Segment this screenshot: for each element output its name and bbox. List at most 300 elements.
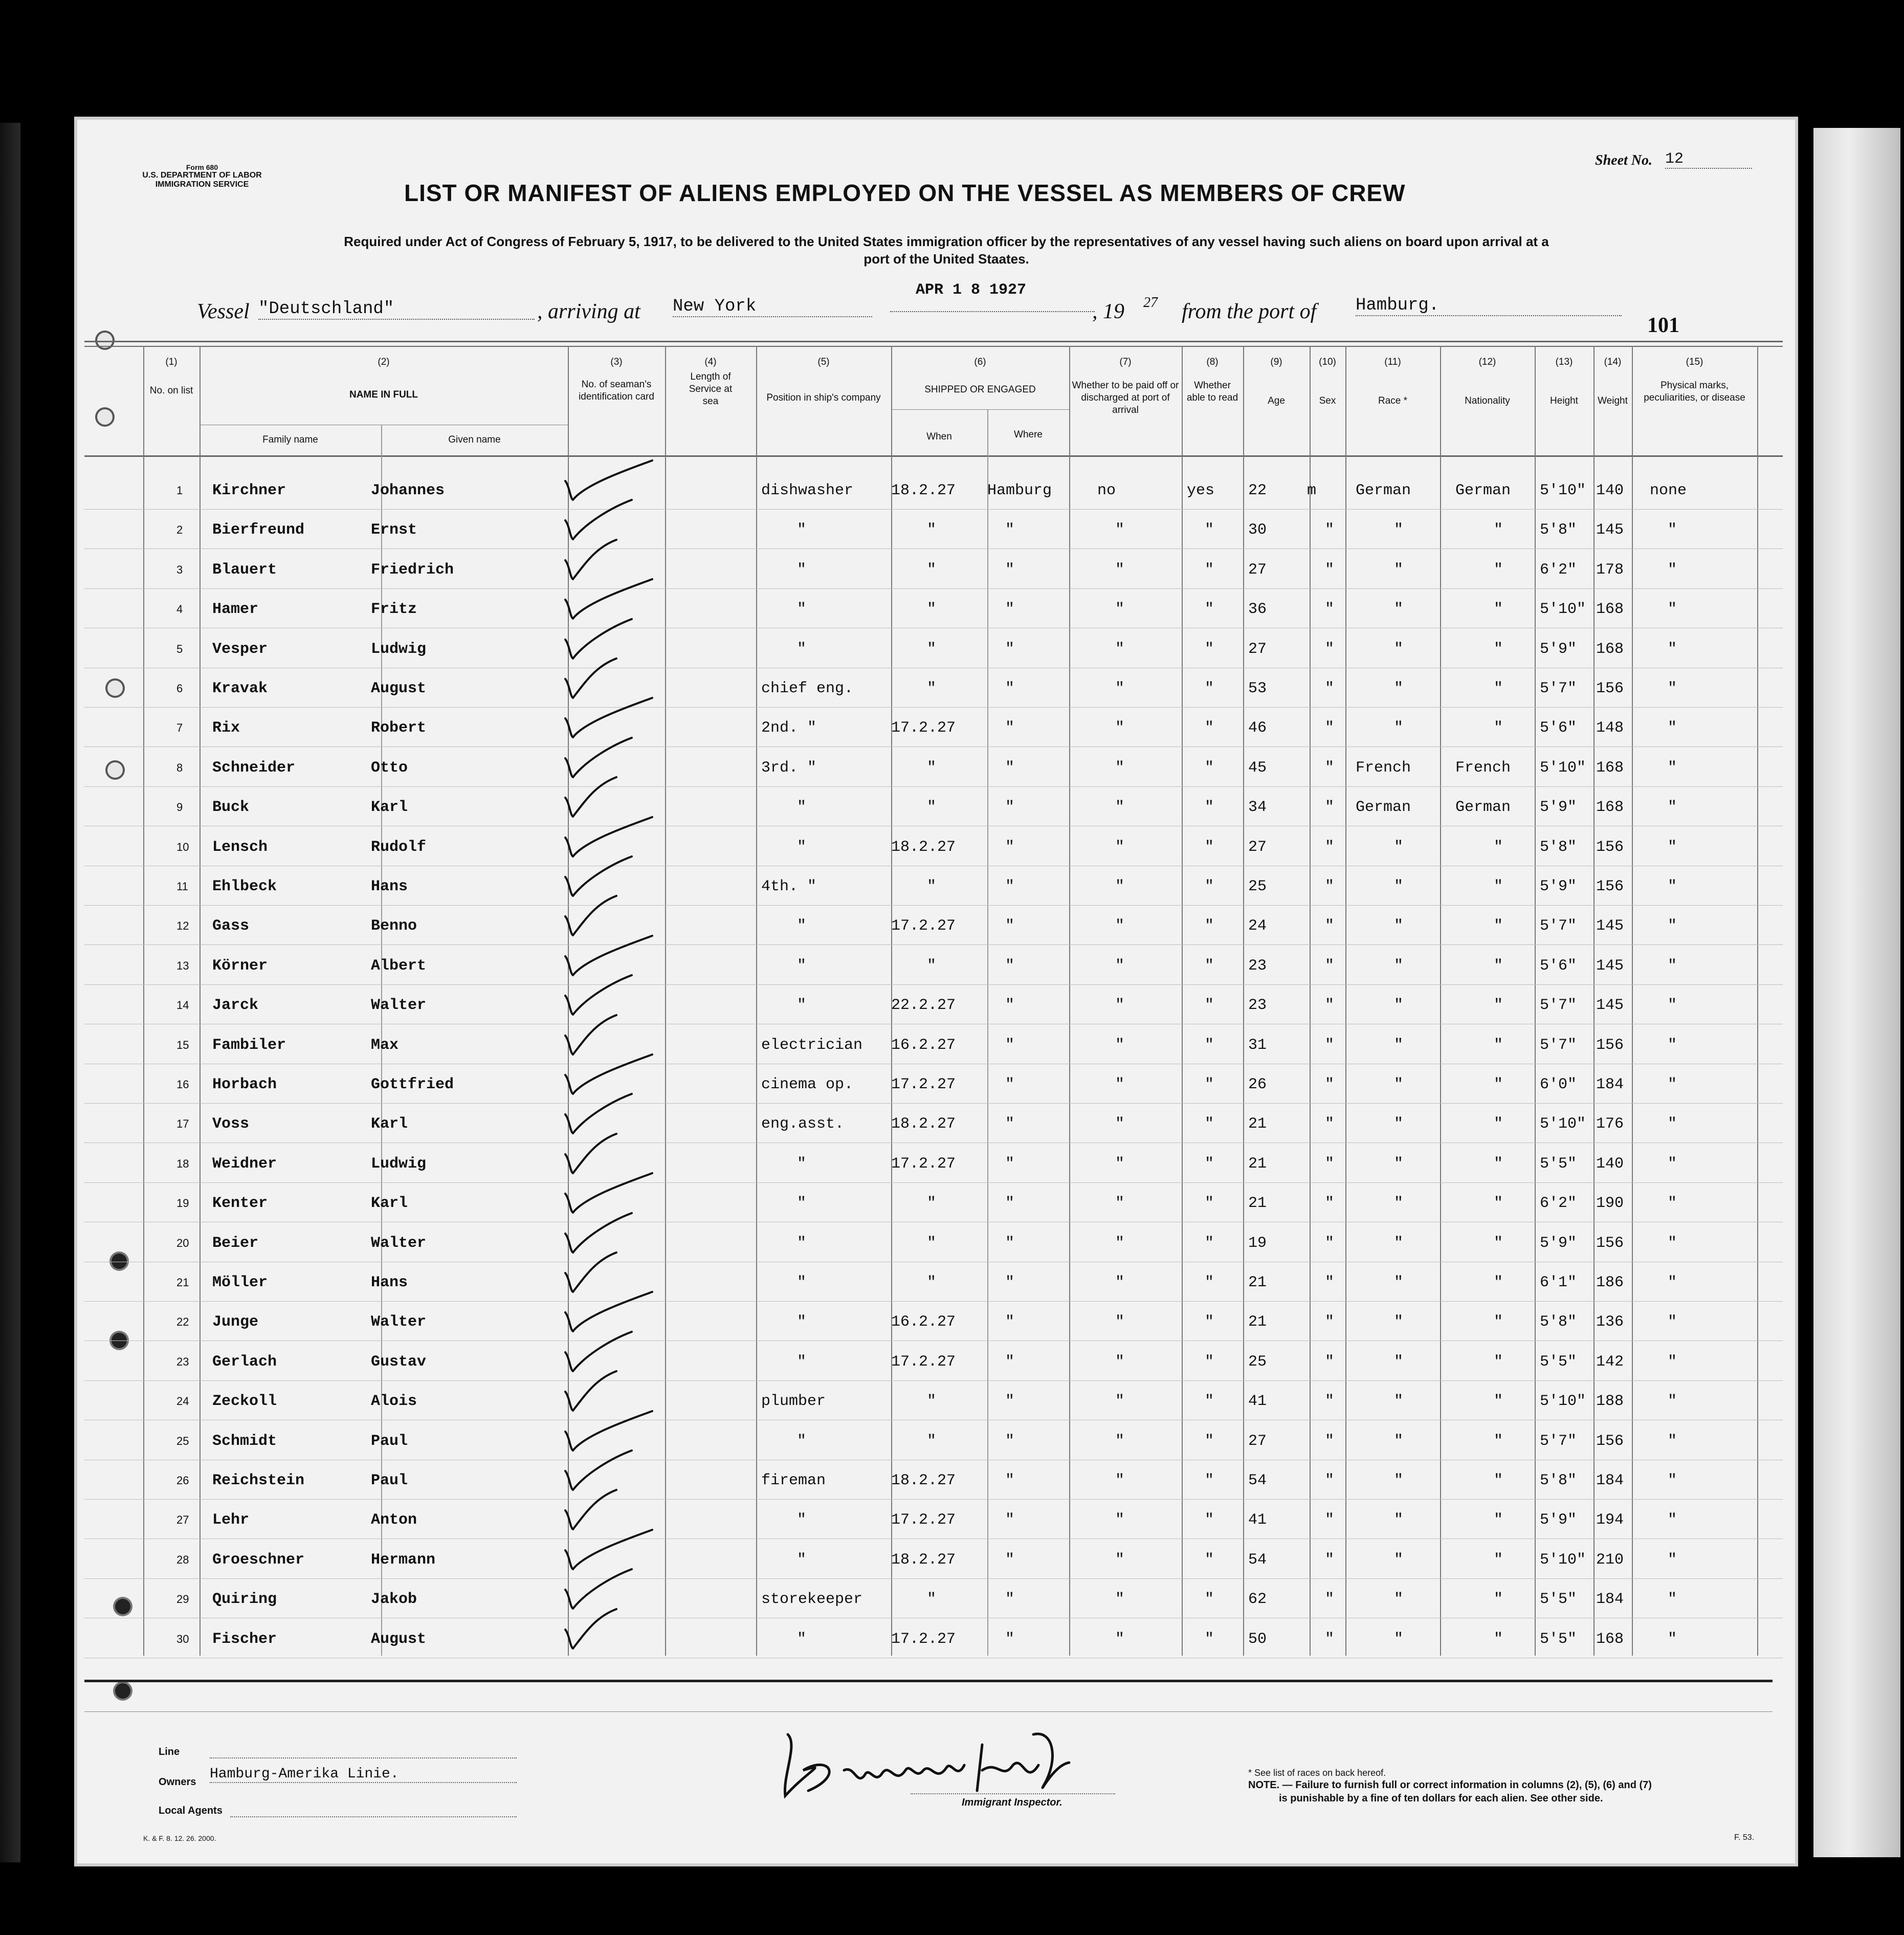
height: 5'10" [1540, 601, 1586, 619]
sex: " [1325, 759, 1335, 777]
height: 5'7" [1540, 1432, 1577, 1450]
row-rule [84, 786, 1783, 787]
shipped-where: " [1005, 1313, 1015, 1331]
weight: 156 [1596, 838, 1624, 856]
weight: 178 [1596, 561, 1624, 579]
row-number: 17 [176, 1117, 189, 1131]
row-rule [84, 905, 1783, 906]
header-bottom-rule [84, 455, 1783, 457]
row-number: 19 [176, 1197, 189, 1210]
paid-off: " [1115, 917, 1125, 935]
paid-off: " [1115, 1234, 1125, 1252]
paid-off: " [1115, 799, 1125, 817]
shipped-where: " [1005, 1076, 1015, 1093]
shipped-when: " [927, 601, 937, 619]
physical-marks: " [1668, 838, 1677, 856]
nationality: " [1494, 1313, 1503, 1331]
age: 54 [1248, 1472, 1267, 1489]
given-name: Paul [371, 1432, 408, 1450]
sex: " [1325, 838, 1335, 856]
physical-marks: " [1668, 759, 1677, 777]
given-name: August [371, 1630, 427, 1648]
family-name: Rix [212, 719, 240, 737]
nationality: " [1494, 957, 1503, 975]
paid-off: " [1115, 838, 1125, 856]
nationality: " [1494, 1076, 1503, 1093]
paid-off: " [1115, 601, 1125, 619]
race: " [1394, 1353, 1404, 1371]
age: 21 [1248, 1115, 1267, 1133]
weight: 140 [1596, 1155, 1624, 1173]
nationality: " [1494, 1591, 1503, 1609]
physical-marks: " [1668, 1551, 1677, 1569]
weight: 156 [1596, 1432, 1624, 1450]
race: " [1394, 878, 1404, 895]
age: 27 [1248, 561, 1267, 579]
family-name: Reichstein [212, 1472, 305, 1489]
col-number: (14) [1604, 357, 1622, 367]
row-number: 14 [176, 999, 189, 1012]
age: 23 [1248, 957, 1267, 975]
nationality: " [1494, 838, 1503, 856]
printer-code: K. & F. 8. 12. 26. 2000. [143, 1834, 216, 1842]
height: 5'10" [1540, 1393, 1586, 1411]
position: plumber [761, 1393, 826, 1411]
age: 26 [1248, 1076, 1267, 1093]
paid-off: " [1115, 1155, 1125, 1173]
able-to-read: " [1205, 1472, 1214, 1489]
row-number: 13 [176, 959, 189, 972]
date-line [890, 311, 1095, 312]
col-header-name: NAME IN FULL [349, 389, 418, 400]
form-code: F. 53. [1734, 1833, 1755, 1842]
col-header-age: Age [1268, 395, 1285, 406]
height: 5'7" [1540, 997, 1577, 1015]
year: 27 [1143, 295, 1158, 311]
age: 27 [1248, 640, 1267, 658]
race: French [1356, 759, 1411, 777]
weight: 136 [1596, 1313, 1624, 1331]
height: 5'9" [1540, 1234, 1577, 1252]
age: 21 [1248, 1195, 1267, 1213]
shipped-where: " [1005, 1195, 1015, 1213]
race: " [1394, 917, 1404, 935]
weight: 142 [1596, 1353, 1624, 1371]
given-name: Hans [371, 878, 408, 895]
able-to-read: " [1205, 719, 1214, 737]
paid-off: " [1115, 1591, 1125, 1609]
col-number: (7) [1119, 357, 1132, 367]
physical-marks: " [1668, 1511, 1677, 1529]
weight: 156 [1596, 878, 1624, 895]
col-header-sex: Sex [1319, 395, 1336, 406]
shipped-when: " [927, 1393, 937, 1411]
inspector-label: Immigrant Inspector. [962, 1797, 1062, 1808]
age: 21 [1248, 1155, 1267, 1173]
shipped-where: " [1005, 1115, 1015, 1133]
row-number: 4 [176, 603, 183, 616]
table-top-rule [84, 346, 1783, 347]
able-to-read: " [1205, 640, 1214, 658]
age: 27 [1248, 1432, 1267, 1450]
paid-off: " [1115, 1511, 1125, 1529]
height: 5'7" [1540, 1036, 1577, 1054]
shipped-where: Hamburg [987, 482, 1052, 499]
shipped-when: " [927, 561, 937, 579]
able-to-read: " [1205, 561, 1214, 579]
race: " [1394, 1472, 1404, 1489]
height: 5'9" [1540, 640, 1577, 658]
physical-marks: " [1668, 719, 1677, 737]
position: " [797, 640, 807, 658]
able-to-read: " [1205, 1551, 1214, 1569]
shipped-where: " [1005, 1155, 1015, 1173]
able-to-read: " [1205, 680, 1214, 697]
row-rule [84, 1538, 1783, 1539]
shipped-where: " [1005, 1036, 1015, 1054]
age: 54 [1248, 1551, 1267, 1569]
row-number: 30 [176, 1632, 189, 1645]
position: " [797, 997, 807, 1015]
shipped-where: " [1005, 1432, 1015, 1450]
race: " [1394, 838, 1404, 856]
age: 36 [1248, 601, 1267, 619]
local-agents-label: Local Agents [159, 1805, 223, 1816]
position: 4th. " [761, 878, 817, 895]
owners-value: Hamburg-Amerika Linie. [210, 1766, 517, 1783]
nationality: " [1494, 1472, 1503, 1489]
height: 5'7" [1540, 917, 1577, 935]
shipped-where: " [1005, 1393, 1015, 1411]
weight: 176 [1596, 1115, 1624, 1133]
vessel-label: Vessel [197, 300, 250, 323]
shipped-when: 18.2.27 [891, 1551, 956, 1569]
weight: 168 [1596, 799, 1624, 817]
age: 27 [1248, 838, 1267, 856]
punch-hole [115, 1599, 130, 1614]
position: " [797, 1432, 807, 1450]
arrival-port: New York [673, 297, 872, 317]
given-name: Ernst [371, 521, 417, 539]
race: " [1394, 1036, 1404, 1054]
height: 5'7" [1540, 680, 1577, 697]
shipped-when: " [927, 1432, 937, 1450]
height: 5'6" [1540, 957, 1577, 975]
position: storekeeper [761, 1591, 863, 1609]
sex: " [1325, 878, 1335, 895]
adjacent-page-edge [0, 123, 20, 1862]
year-prefix: , 19 [1092, 300, 1124, 323]
weight: 210 [1596, 1551, 1624, 1569]
sex: " [1325, 957, 1335, 975]
signature-line [911, 1793, 1115, 1794]
given-name: Karl [371, 1195, 408, 1213]
shipped-when: " [927, 878, 937, 895]
position: " [797, 1155, 807, 1173]
family-name: Groeschner [212, 1551, 305, 1569]
shipped-when: 17.2.27 [891, 1630, 956, 1648]
adjacent-page-edge [1813, 128, 1900, 1857]
nationality: " [1494, 1630, 1503, 1648]
department: U.S. DEPARTMENT OF LABOR [142, 171, 262, 180]
shipped-when: 16.2.27 [891, 1313, 956, 1331]
paid-off: " [1115, 1274, 1125, 1291]
shipped-when: " [927, 1591, 937, 1609]
race: " [1394, 1511, 1404, 1529]
physical-marks: " [1668, 1313, 1677, 1331]
able-to-read: " [1205, 957, 1214, 975]
col-header-length: Length of Service at sea [689, 371, 733, 407]
paid-off: " [1115, 680, 1125, 697]
inspector-signature [767, 1714, 1095, 1806]
able-to-read: " [1205, 1591, 1214, 1609]
row-rule [84, 588, 1783, 589]
able-to-read: " [1205, 1036, 1214, 1054]
col-divider [987, 409, 988, 1656]
given-name: Karl [371, 799, 408, 817]
given-name: Anton [371, 1511, 417, 1529]
shipped-where: " [1005, 1472, 1015, 1489]
position: " [797, 601, 807, 619]
shipped-when: " [927, 1234, 937, 1252]
weight: 190 [1596, 1195, 1624, 1213]
shipped-when: 18.2.27 [891, 1472, 956, 1489]
given-name: Max [371, 1036, 399, 1054]
height: 5'8" [1540, 1472, 1577, 1489]
sex: " [1325, 1076, 1335, 1093]
shipped-where: " [1005, 1234, 1015, 1252]
height: 5'5" [1540, 1630, 1577, 1648]
row-rule [84, 1142, 1783, 1143]
col-header-race: Race * [1378, 395, 1408, 406]
shipped-when: " [927, 1274, 937, 1291]
col-header-height: Height [1550, 395, 1578, 406]
row-number: 20 [176, 1236, 189, 1249]
subtitle-line-2: port of the United Staates. [864, 251, 1029, 267]
sex: " [1325, 1195, 1335, 1213]
paid-off: " [1115, 1551, 1125, 1569]
paid-off: " [1115, 1313, 1125, 1331]
family-name: Beier [212, 1234, 259, 1252]
position: " [797, 1313, 807, 1331]
family-name: Quiring [212, 1591, 277, 1609]
from-port-label: from the port of [1182, 300, 1317, 323]
paid-off: " [1115, 1115, 1125, 1133]
given-name: Friedrich [371, 561, 454, 579]
col-header-position: Position in ship's company [766, 392, 881, 403]
weight: 168 [1596, 1630, 1624, 1648]
physical-marks: " [1668, 640, 1677, 658]
weight: 145 [1596, 997, 1624, 1015]
col-number: (12) [1478, 357, 1496, 367]
position: " [797, 1630, 807, 1648]
able-to-read: " [1205, 1511, 1214, 1529]
fine-note-1: NOTE. — Failure to furnish full or correct information in columns (2), (5), (6) and (7) [1248, 1779, 1652, 1791]
sheet-label: Sheet No. [1595, 152, 1652, 168]
col-number: (2) [378, 357, 390, 367]
row-rule [84, 707, 1783, 708]
able-to-read: " [1205, 799, 1214, 817]
col-header-weight: Weight [1598, 395, 1628, 406]
weight: 168 [1596, 759, 1624, 777]
col-header-no: No. on list [149, 385, 193, 396]
paid-off: " [1115, 759, 1125, 777]
height: 5'8" [1540, 838, 1577, 856]
paid-off: no [1097, 482, 1116, 499]
nationality: German [1455, 482, 1511, 499]
able-to-read: " [1205, 521, 1214, 539]
paid-off: " [1115, 640, 1125, 658]
given-name: Ludwig [371, 640, 427, 658]
position: dishwasher [761, 482, 854, 499]
age: 19 [1248, 1234, 1267, 1252]
nationality: " [1494, 1393, 1503, 1411]
race: " [1394, 601, 1404, 619]
row-number: 16 [176, 1078, 189, 1091]
position: 2nd. " [761, 719, 817, 737]
given-name: Paul [371, 1472, 408, 1489]
shipped-where: " [1005, 799, 1015, 817]
position: " [797, 1195, 807, 1213]
sex: " [1325, 1472, 1335, 1489]
age: 50 [1248, 1630, 1267, 1648]
shipped-when: " [927, 759, 937, 777]
able-to-read: " [1205, 1155, 1214, 1173]
weight: 156 [1596, 680, 1624, 697]
physical-marks: " [1668, 1630, 1677, 1648]
given-name: Walter [371, 1313, 427, 1331]
physical-marks: " [1668, 799, 1677, 817]
weight: 156 [1596, 1234, 1624, 1252]
weight: 186 [1596, 1274, 1624, 1291]
sex: " [1325, 1234, 1335, 1252]
age: 34 [1248, 799, 1267, 817]
physical-marks: " [1668, 1591, 1677, 1609]
family-name: Hamer [212, 601, 259, 619]
height: 5'5" [1540, 1591, 1577, 1609]
sex: " [1325, 1036, 1335, 1054]
race: " [1394, 1393, 1404, 1411]
row-number: 29 [176, 1593, 189, 1606]
position: " [797, 1353, 807, 1371]
sex: " [1325, 1393, 1335, 1411]
height: 5'9" [1540, 799, 1577, 817]
subtitle-line-1: Required under Act of Congress of February 5, 1917, to be delivered to the United States immigration officer by the representatives of any vessel having such aliens on board upon arrival at a [344, 234, 1549, 249]
col-number: (10) [1319, 357, 1336, 367]
row-number: 12 [176, 919, 189, 933]
table-top-rule [84, 341, 1783, 342]
paid-off: " [1115, 878, 1125, 895]
shipped-when: " [927, 640, 937, 658]
family-name: Gass [212, 917, 250, 935]
nationality: " [1494, 1432, 1503, 1450]
nationality: " [1494, 680, 1503, 697]
weight: 145 [1596, 957, 1624, 975]
shipped-where: " [1005, 719, 1015, 737]
sex: " [1325, 997, 1335, 1015]
shipped-where: " [1005, 521, 1015, 539]
shipped-when: 17.2.27 [891, 1155, 956, 1173]
race: " [1394, 1195, 1404, 1213]
shipped-where: " [1005, 680, 1015, 697]
col-header-marks: Physical marks, peculiarities, or disease [1644, 380, 1745, 403]
family-name: Schneider [212, 759, 296, 777]
given-name: Robert [371, 719, 427, 737]
position: " [797, 1511, 807, 1529]
given-name: Jakob [371, 1591, 417, 1609]
family-name: Körner [212, 957, 268, 975]
nationality: " [1494, 1274, 1503, 1291]
age: 41 [1248, 1393, 1267, 1411]
row-rule [84, 746, 1783, 747]
shipped-when: 17.2.27 [891, 719, 956, 737]
paid-off: " [1115, 719, 1125, 737]
able-to-read: yes [1187, 482, 1215, 499]
nationality: " [1494, 1155, 1503, 1173]
shipped-where: " [1005, 1591, 1015, 1609]
sex: m [1307, 482, 1317, 499]
col-number: (15) [1686, 357, 1703, 367]
physical-marks: " [1668, 561, 1677, 579]
race: " [1394, 1155, 1404, 1173]
age: 46 [1248, 719, 1267, 737]
physical-marks: " [1668, 1115, 1677, 1133]
shipped-when: 17.2.27 [891, 1353, 956, 1371]
family-name: Kirchner [212, 482, 286, 499]
list-number: 101 [1647, 314, 1679, 337]
col-number: (1) [165, 357, 178, 367]
shipped-when: 18.2.27 [891, 1115, 956, 1133]
row-rule [84, 548, 1783, 549]
age: 41 [1248, 1511, 1267, 1529]
row-rule [84, 984, 1783, 985]
position: cinema op. [761, 1076, 854, 1093]
nationality: " [1494, 1551, 1503, 1569]
sex: " [1325, 1630, 1335, 1648]
able-to-read: " [1205, 759, 1214, 777]
row-number: 7 [176, 721, 183, 735]
height: 5'8" [1540, 521, 1577, 539]
physical-marks: " [1668, 1353, 1677, 1371]
col-number: (11) [1384, 357, 1401, 367]
family-name: Schmidt [212, 1432, 277, 1450]
family-name: Zeckoll [212, 1393, 277, 1411]
race: " [1394, 1551, 1404, 1569]
height: 5'10" [1540, 482, 1586, 499]
shipped-when: 18.2.27 [891, 482, 956, 499]
family-name: Ehlbeck [212, 878, 277, 895]
agents-field [230, 1816, 517, 1817]
height: 5'8" [1540, 1313, 1577, 1331]
race: " [1394, 640, 1404, 658]
family-name: Buck [212, 799, 250, 817]
sex: " [1325, 1313, 1335, 1331]
physical-marks: " [1668, 957, 1677, 975]
able-to-read: " [1205, 878, 1214, 895]
sex: " [1325, 1274, 1335, 1291]
service: IMMIGRATION SERVICE [155, 180, 249, 189]
nationality: " [1494, 997, 1503, 1015]
family-name: Vesper [212, 640, 268, 658]
shipped-when: 22.2.27 [891, 997, 956, 1015]
able-to-read: " [1205, 1274, 1214, 1291]
race: " [1394, 1630, 1404, 1648]
shipped-where: " [1005, 917, 1015, 935]
height: 5'5" [1540, 1155, 1577, 1173]
sheet-number: 12 [1665, 150, 1752, 169]
nationality: " [1494, 1195, 1503, 1213]
position: chief eng. [761, 680, 854, 697]
